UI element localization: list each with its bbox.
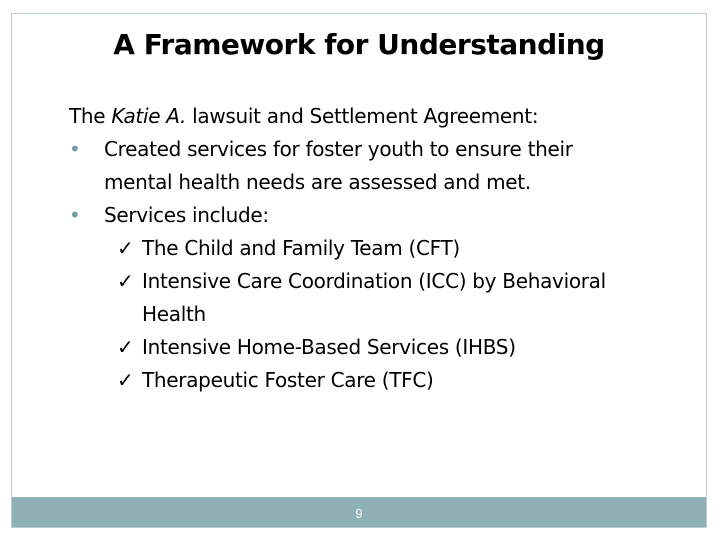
footer-bar xyxy=(12,497,706,527)
service-item xyxy=(57,364,707,397)
checkmark-icon: ✓ xyxy=(117,236,134,260)
checkmark-icon: ✓ xyxy=(117,368,134,392)
service-item xyxy=(57,232,707,265)
slide-body xyxy=(57,100,707,397)
bullet-line: Created services for foster youth to ensure their xyxy=(104,137,573,161)
slide xyxy=(11,13,707,528)
service-item xyxy=(57,331,707,364)
checkmark-icon: ✓ xyxy=(117,335,134,359)
service-line: Health xyxy=(142,302,206,326)
slide-title: A Framework for Understanding xyxy=(113,28,605,61)
bullet-dot-icon: • xyxy=(69,203,81,227)
bullet-item xyxy=(57,199,707,232)
service-line: Therapeutic Foster Care (TFC) xyxy=(142,368,434,392)
service-line: The Child and Family Team (CFT) xyxy=(142,236,460,260)
bullet-line: Services include: xyxy=(104,203,269,227)
intro-text-before: The xyxy=(69,104,112,128)
page-number: 9 xyxy=(355,506,363,521)
intro-text-after: lawsuit and Settlement Agreement: xyxy=(186,104,539,128)
service-line: Intensive Care Coordination (ICC) by Behavioral xyxy=(142,269,606,293)
service-item xyxy=(57,265,707,331)
bullet-line: mental health needs are assessed and met. xyxy=(104,170,531,194)
checkmark-icon: ✓ xyxy=(117,269,134,293)
bullet-item xyxy=(57,133,707,199)
service-line: Intensive Home-Based Services (IHBS) xyxy=(142,335,516,359)
intro-case-name: Katie A. xyxy=(111,104,187,128)
bullet-dot-icon: • xyxy=(69,137,81,161)
intro-line xyxy=(57,100,707,133)
